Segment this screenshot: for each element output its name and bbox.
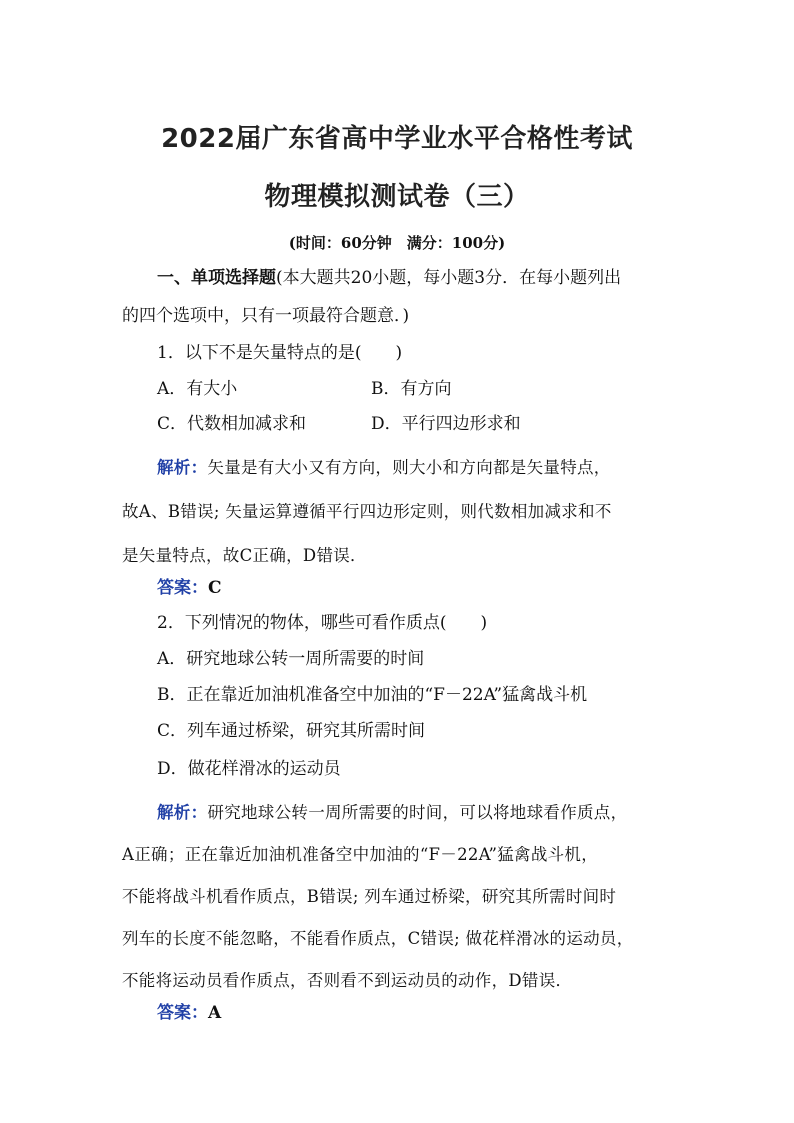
q2-analysis-line-3: 不能将战斗机看作质点，B错误; 列车通过桥梁，研究其所需时间时 — [122, 887, 617, 906]
q1-analysis-label: 解析： — [157, 458, 208, 477]
q2-analysis-line-4: 列车的长度不能忽略，不能看作质点，C错误; 做花样滑冰的运动员， — [122, 929, 634, 948]
q2-answer-value: A — [208, 1003, 222, 1023]
section-desc-1: (本大题共20小题，每小题3分．在每小题列出 — [276, 268, 622, 288]
exam-meta: (时间：60分钟 满分：100分) — [288, 234, 506, 252]
q1-analysis-line-2: 故A、B错误; 矢量运算遵循平行四边形定则，则代数相加减求和不 — [122, 502, 612, 521]
q2-analysis-line-2: A正确；正在靠近加油机准备空中加油的“F－22A”猛禽战斗机， — [122, 845, 599, 864]
q1-analysis-line-1 — [157, 456, 717, 480]
q1-answer-label: 答案： — [157, 578, 208, 598]
section-desc-2: 的四个选项中，只有一项最符合题意．) — [122, 306, 410, 326]
q2-answer — [157, 1001, 717, 1025]
q1-option-d: D．平行四边形求和 — [371, 414, 521, 434]
q1-option-b: B．有方向 — [371, 379, 452, 399]
q2-stem: 2．下列情况的物体，哪些可看作质点( ) — [157, 613, 488, 633]
q2-option-d: D．做花样滑冰的运动员 — [157, 759, 341, 779]
q2-analysis-label: 解析： — [157, 803, 208, 822]
q1-option-a: A．有大小 — [157, 379, 238, 399]
q1-analysis-line-3: 是矢量特点，故C正确，D错误． — [122, 546, 367, 565]
q1-answer-value: C — [208, 578, 222, 598]
q1-analysis-text-1: 矢量是有大小又有方向，则大小和方向都是矢量特点， — [207, 458, 611, 477]
section-heading-line — [157, 266, 717, 290]
q2-analysis-line-1 — [157, 801, 717, 825]
q2-analysis-text-1: 研究地球公转一周所需要的时间，可以将地球看作质点， — [207, 803, 628, 822]
q1-stem: 1．以下不是矢量特点的是( ) — [157, 343, 403, 363]
exam-subtitle: 物理模拟测试卷（三） — [264, 182, 530, 212]
section-heading: 一、单项选择题 — [157, 268, 276, 288]
q2-answer-label: 答案： — [157, 1003, 208, 1023]
exam-title: 2022届广东省高中学业水平合格性考试 — [161, 124, 633, 154]
q1-answer — [157, 576, 717, 600]
q2-option-b: B．正在靠近加油机准备空中加油的“F－22A”猛禽战斗机 — [157, 685, 588, 705]
q2-option-c: C．列车通过桥梁，研究其所需时间 — [157, 721, 426, 741]
q2-option-a: A．研究地球公转一周所需要的时间 — [157, 649, 425, 669]
q2-analysis-line-5: 不能将运动员看作质点，否则看不到运动员的动作，D错误． — [122, 971, 573, 990]
q1-option-c: C．代数相加减求和 — [157, 414, 307, 434]
